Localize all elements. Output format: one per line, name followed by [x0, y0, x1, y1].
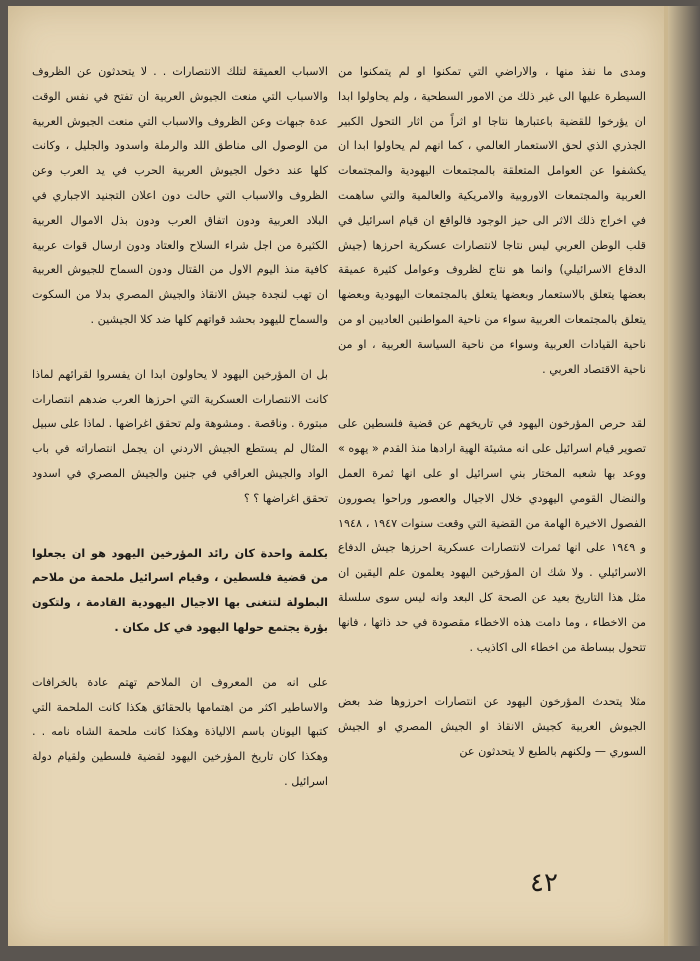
paragraph-right-3: مثلا يتحدث المؤرخون اليهود عن انتصارات احرزوها ضد بعض الجيوش العربية كجيش الانقاذ او الجيش المصري او الجيش السوري — ولكنهم بالطبع لا يتحدثون عن: [338, 695, 646, 758]
page-number: ٤٢: [530, 868, 558, 898]
paragraph-right-1: ومدى ما نفذ منها ، والاراضي التي تمكنوا او لم يتمكنوا من السيطرة عليها الى غير ذلك من الامور السطحية ، ولم يحاولوا ابدا ان يؤرخوا للقضية باعتبارها نتاجا او اثراً من اثار التحول الكبير الجذري الذي لحق الاستعمار العالمي ، كما انهم لم يحاولوا ابدا ان يكشفوا عن العوامل المتعلقة بالمجتمعات اليهودية والمجتمعات العربية والمجتمعات الاوروبية والامريكية والعالمية والتي ساهمت في اخراج ذلك الاثر الى حيز الوجود فالواقع ان قيام اسرائيل في قلب الوطن العربي ليس نتاجا لانتصارات عسكرية احرزها (جيش الدفاع الاسرائيلي) وانما هو نتاج لظروف وعوامل كثيرة عميقة بعضها يتعلق بالاستعمار وبعضها يتعلق بالمجتمعات اليهودية وبعضها يتعلق بالمجتمعات العربية سواء من ناحية المواطنين العاديين او من ناحية القيادات العربية وسواء من ناحية السياسة العربية ، او من ناحية الاقتصاد العربي .: [338, 65, 646, 376]
paragraph-left-1: الاسباب العميقة لتلك الانتصارات . . لا يتحدثون عن الظروف والاسباب التي منعت الجيوش العربية ان تفتح في نفس الوقت عدة جبهات وعن الظروف والاسباب التي منعت الجيوش العربية من الوصول الى مناطق اللد والرملة واسدود والجليل ، وكانت كلها عند دخول الجيوش العربية الحرب في يد العرب وعن الظروف والاسباب التي حالت دون اعلان التجنيد الاجباري في البلاد العربية ودون اتفاق العرب ودون بذل الاموال العربية الكثيرة من اجل شراء السلاح والعتاد ودون ارسال قوات عربية كافية منذ اليوم الاول من القتال ودون السماح للجيوش العربية ان تهب لنجدة جيش الانقاذ والجيش المصري بدلا من السكوت والسماح لليهود بحشد قواتهم كلها ضد كلا الجيشين .: [32, 65, 328, 326]
paragraph-left-4: على انه من المعروف ان الملاحم تهتم عادة بالخرافات والاساطير اكثر من اهتمامها بالحقائق هكذا كانت الملحمة التي كتبها اليونان باسم الالياذة وهكذا كانت ملحمة الشاه نامه . . وهكذا كان تاريخ المؤرخين اليهود لقضية فلسطين ولقيام دولة اسرائيل .: [32, 675, 328, 788]
paragraph-left-3: بكلمة واحدة كان رائد المؤرخين اليهود هو ان يجعلوا من قضية فلسطين ، وقيام اسرائيل ملحمة من ملاحم البطولة لتتغنى بها الاجيال اليهودية القادمة ، ولتكون بؤرة يجتمع حولها اليهود في كل مكان .: [32, 546, 328, 634]
paragraph-left-2: بل ان المؤرخين اليهود لا يحاولون ابدا ان يفسروا لقرائهم لماذا كانت الانتصارات العسكرية التي احرزها العرب ضدهم انتصارات مبتورة . وناقصة . ومشوهة ولم تحقق اغراضها . لماذا على سبيل المثال لم يستطع الجيش الاردني ان يجمل انتصاراته في باب الواد والجيش العراقي في جنين والجيش المصري في اسدود تحقق اغراضها ؟ ؟: [32, 367, 328, 505]
left-column: [32, 60, 328, 825]
page-edge-shadow: [664, 6, 700, 946]
paragraph-right-2: لقد حرص المؤرخون اليهود في تاريخهم عن قضية فلسطين على تصوير قيام اسرائيل على انه مشيئة الهية ارادها منذ القدم « يهوه » ووعد بها شعبه المختار بني اسرائيل او على انها ثمرة العمل والنضال القومي اليهودي خلال الاجيال والعصور وراحوا يصورون الفصول الاخيرة الهامة من القضية التي وقعت سنوات ١٩٤٧ ، ١٩٤٨ و ١٩٤٩ على انها ثمرات لانتصارات عسكرية احرزها جيش الدفاع الاسرائيلي . ولا شك ان المؤرخين اليهود يعلمون علم اليقين ان مثل هذا التاريخ بعيد عن الصحة كل البعد وانه ليس سوى سلسلة من الاخطاء ، وما دامت هذه الاخطاء مقصودة في حد ذاتها ، فانها تتحول ببساطة من اخطاء الى اكاذيب .: [338, 417, 646, 654]
book-page: [8, 6, 668, 946]
right-column: [338, 60, 646, 795]
